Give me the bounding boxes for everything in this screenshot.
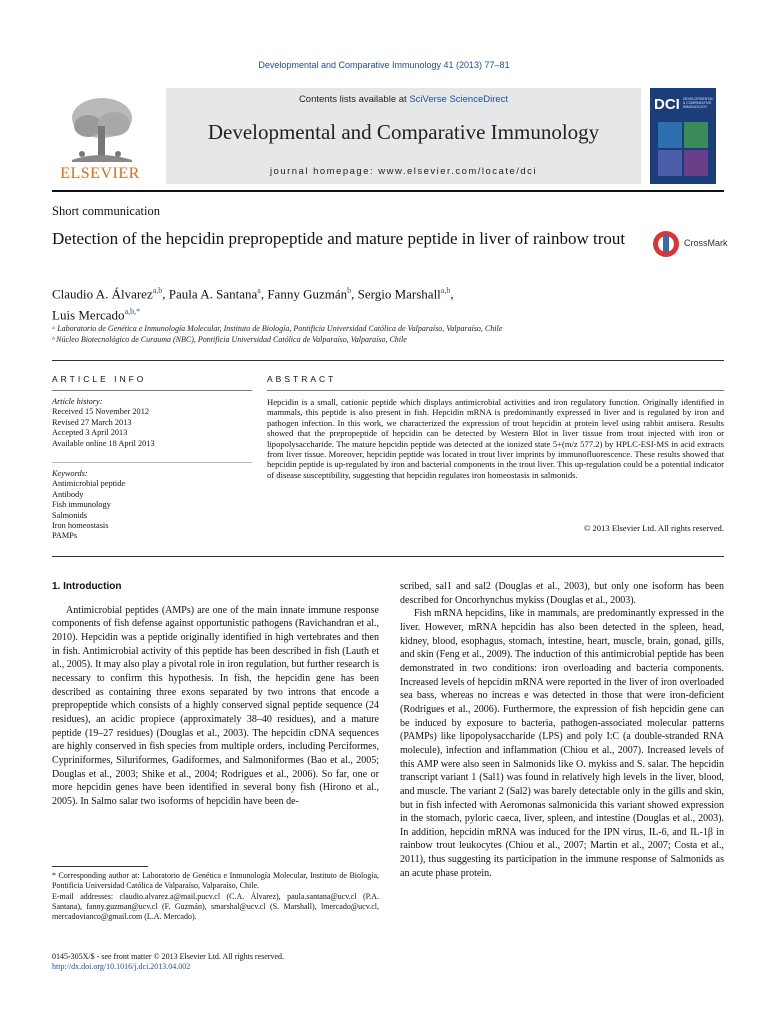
journal-title: Developmental and Comparative Immunology — [207, 120, 600, 144]
affiliation: ᵃ Laboratorio de Genética e Inmunología Molecular, Instituto de Biología, Pontificia Universidad Católica de Valparaíso, Valparaíso, Chile — [52, 324, 503, 333]
author-affil-marker[interactable]: a — [257, 286, 261, 295]
doi-link[interactable]: http://dx.doi.org/10.1016/j.dci.2013.04.002 — [52, 962, 191, 972]
section-rule — [52, 360, 724, 361]
journal-homepage[interactable]: journal homepage: www.elsevier.com/locate/dci — [269, 166, 538, 177]
article-info-heading: ARTICLE INFO — [52, 374, 147, 384]
author-affil-marker[interactable]: b — [347, 286, 352, 295]
keywords-label: Keywords: — [52, 469, 88, 478]
article-title: Detection of the hepcidin prepropeptide and mature peptide in liver of rainbow trout — [52, 229, 626, 248]
issn-block — [52, 952, 379, 973]
crossmark-icon[interactable] — [652, 230, 680, 258]
author[interactable]: Paula A. Santana — [168, 286, 258, 302]
article-info-rule — [52, 390, 252, 391]
history-item: Accepted 3 April 2013 — [52, 428, 128, 438]
cover-art — [658, 122, 708, 178]
author[interactable]: Fanny Guzmán — [267, 286, 348, 302]
history-item: Received 15 November 2012 — [52, 407, 149, 417]
cover-abbrev: DCI — [654, 96, 680, 113]
email-addresses[interactable]: E-mail addresses: claudio.alvarez.a@mail.pucv.cl (C.A. Álvarez), paula.santana@ucv.cl (P.A. Santana), fanny.guzman@ucv.cl (F. Guzmán), smarshal@ucv.cl (S. Marshall), lmercado@ucv.cl, mercadovianco@gmail.com (L.A. Mercado). — [52, 891, 379, 922]
keyword: Antimicrobial peptide — [52, 479, 126, 489]
keyword: PAMPs — [52, 531, 78, 541]
section-heading: 1. Introduction — [52, 581, 122, 592]
journal-reference[interactable]: Developmental and Comparative Immunology 41 (2013) 77–81 — [258, 60, 510, 70]
contents-line — [166, 94, 641, 105]
keyword: Fish immunology — [52, 500, 111, 510]
sciencedirect-link[interactable]: SciVerse ScienceDirect — [409, 94, 509, 105]
keywords — [52, 469, 252, 542]
author-list — [52, 282, 652, 325]
author-separator: , — [450, 286, 454, 302]
corresponding-author-note: * Corresponding author at: Laboratorio de Genética e Inmunología Molecular, Instituto de Biología, Pontificia Universidad Católica de Valparaíso, Valparaíso, Chile. — [52, 871, 379, 891]
contents-prefix: Contents lists available at — [298, 94, 410, 105]
abstract-text: Hepcidin is a small, cationic peptide which displays antimicrobial activities and iron regulatory function. Originally identified in mammals, this peptide is also present in fish. Hepcidin mRNA is predominantly expressed in liver and is regulated by iron and pathogen infection. In this work, we characterized the expression of trout hepcidin at protein level using rabbit antisera. Results showed that the prepropeptide of hepcidin can be detected by Western Blot in liver tissue from trout injected with iron or lipopolysaccharide. The mature hepcidin peptide was detected at the ionized state 5+(m/z 577.2) by HPLC-ESI-MS in acid extracts from liver tissue. Moreover, hepcidin peptide was located in trout liver imprints by immunofluorescence. These results showed that hepcidin peptide is up-regulated by iron and bacterial components in the trout liver. This up-regulation could be a potential indicator of disease susceptibility, suggesting that hepcidin regulates iron homeostasis in salmonids. — [267, 397, 724, 480]
author-affil-marker[interactable]: a,b — [440, 286, 451, 295]
article-type: Short communication — [52, 204, 160, 218]
header-rule — [52, 190, 724, 192]
footnote — [52, 871, 379, 922]
article-history — [52, 397, 252, 449]
author-separator: , — [351, 286, 358, 302]
crossmark-label[interactable]: CrossMark — [684, 238, 728, 248]
author[interactable]: Sergio Marshall — [357, 286, 441, 302]
author[interactable]: Claudio A. Álvarez — [52, 286, 153, 302]
abstract-rule — [267, 390, 724, 391]
history-item: Available online 18 April 2013 — [52, 438, 155, 448]
journal-cover-thumbnail[interactable] — [650, 88, 716, 184]
footnote-rule — [52, 866, 148, 867]
keyword: Iron homeostasis — [52, 521, 109, 531]
copyright: © 2013 Elsevier Ltd. All rights reserved. — [583, 523, 724, 533]
body-column-right — [400, 580, 724, 880]
history-label: Article history: — [52, 397, 103, 406]
issn-line: 0145-305X/$ - see front matter © 2013 Elsevier Ltd. All rights reserved. — [52, 952, 285, 961]
author-separator: , — [162, 286, 169, 302]
body-paragraph: Antimicrobial peptides (AMPs) are one of the main innate immune response components of fish defense against opportunistic pathogens (Ravichandran et al., 2010). Hepcidin was a peptide originally identified in high vertebrates and then in fish. Antimicrobial activity of this peptide has been described in fish (Lauth et al., 2005). It may also play a pivotal role in iron regulation, but further research is necessary to confirm this hypothesis. In fish, the hepcidin gene has been described as containing three exons separated by two introns that encode a prepropeptide which consists of a highly conserved signal peptide sequence (24 residues), an acidic propiece (approximately 38–40 residues), and a mature peptide (19–27 residues) (Douglas et al., 2003). The hepcidin cDNA sequences are highly conserved in fish species from multiple orders, including Perciformes, Cypriniformes, Siluriformes, Gadiformes, and Salmoniformes (Bao et al., 2005; Douglas et al., 2003; Shike et al., 2004; Rodrigues et al., 2006). So far, one or more hepcidin genes have been identified in several bony fish (Hirono et al., 2005). In Salmo salar two isoforms of hepcidin have been de- — [52, 604, 379, 807]
keyword: Salmonids — [52, 510, 88, 520]
affiliation: ᵇ Núcleo Biotecnológico de Curauma (NBC), Pontificia Universidad Católica de Valparaíso, Valparaíso, Chile — [52, 335, 407, 344]
cover-subtitle: DEVELOPMENTAL & COMPARATIVE IMMUNOLOGY — [683, 97, 714, 109]
body-paragraph: scribed, sal1 and sal2 (Douglas et al., 2003), but only one isoform has been described for Oncorhynchus mykiss (Douglas et al., 2003). — [400, 581, 724, 606]
author-affil-marker[interactable]: a,b — [152, 286, 163, 295]
author[interactable]: Luis Mercado — [52, 307, 125, 323]
keyword: Antibody — [52, 489, 84, 499]
body-paragraph: Fish mRNA hepcidins, like in mammals, are predominantly expressed in the liver. However, mRNA hepcidin has also been detected in the spleen, head, kidney, blood, esophagus, stomach, intestine, heart, muscle, brain, gonad, gills, and skin (Feng et al., 2009). The induction of this antimicrobial peptide has been demonstrated in two conditions: iron overloading and bacteria components. Increased levels of hepcidin mRNA were reported in the liver of iron overloaded sea bass, whereas no increas e was detected in those that were iron-deficient (Rodrigues et al., 2006). Furthermore, the expression of fish hepcidin gene can be induced by exposure to bacteria, pathogen-associated molecular patterns (PAMPs) like lipopolysaccharide (LPS) and poly I:C (a double-stranded RNA molecule), infection and inflammation (Chiou et al., 2007). Increased levels of this AMP were also seen in Salmonids like O. mykiss and S. salar. The hepcidin transcript variant 1 (Sal1) was found in relatively high levels in the liver, blood, and muscle. The variant 2 (Sal2) was barely detectable only in the gills and skin, but in fish infected with Aeromonas salmonicida this variant showed expression in the stomach, pyloric caeca, liver, spleen, and intestine (Douglas et al., 2003). In addition, hepcidin mRNA was induced for the IPN virus, IL-6, and IL-1β in rainbow trout leukocytes (Chiou et al., 2007; Martin et al., 2007; Costa et al., 2011), thus suggesting its participation in the immune response of Salmonids as an acute phase protein. — [400, 608, 724, 879]
history-item: Revised 27 March 2013 — [52, 417, 132, 427]
keywords-rule — [52, 462, 252, 463]
author-affil-marker[interactable]: a,b,* — [124, 307, 141, 317]
front-matter-rule — [52, 556, 724, 557]
publisher-name: ELSEVIER — [60, 165, 140, 182]
author-separator: , — [260, 286, 268, 302]
body-column-left — [52, 580, 379, 809]
abstract-heading: ABSTRACT — [267, 374, 337, 384]
